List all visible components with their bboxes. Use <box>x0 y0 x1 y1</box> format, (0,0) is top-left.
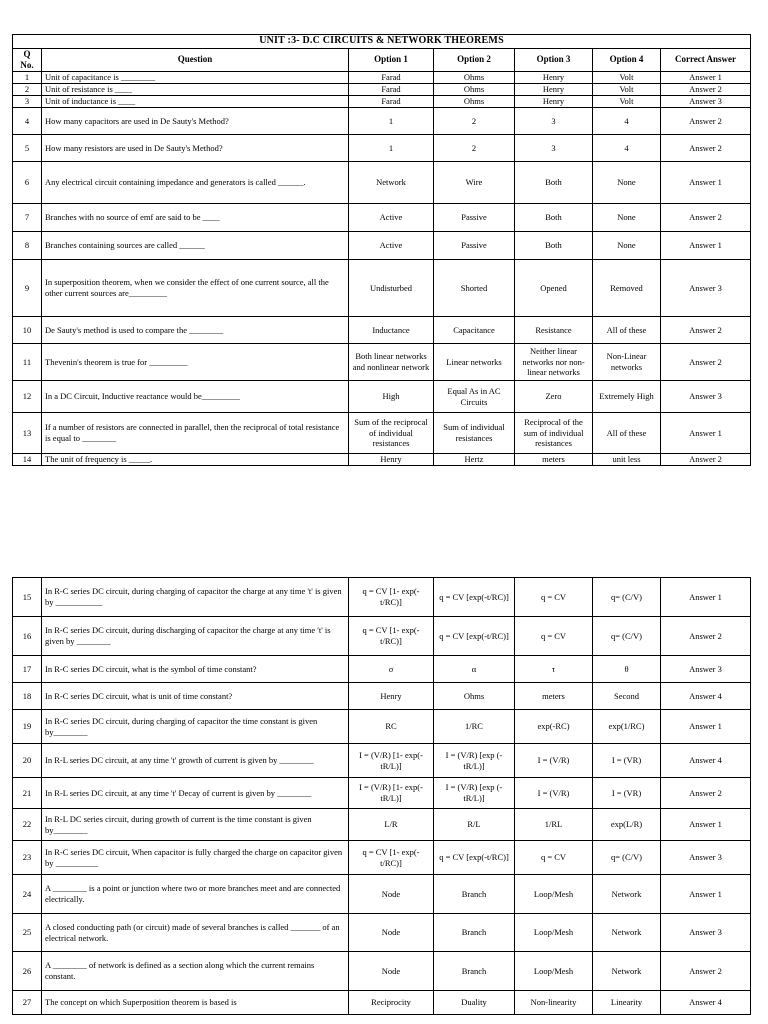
question-text: How many resistors are used in De Sauty's Method? <box>42 135 349 162</box>
question-number: 18 <box>13 683 42 710</box>
correct-answer-cell: Answer 2 <box>661 952 751 991</box>
table-row <box>13 84 751 96</box>
question-number: 3 <box>13 96 42 108</box>
question-number: 15 <box>13 578 42 617</box>
header-option2: Option 2 <box>434 48 515 72</box>
table-row <box>13 841 751 875</box>
question-text: If a number of resistors are connected in parallel, then the reciprocal of total resistance is equal to ________ <box>42 413 349 454</box>
table-row <box>13 260 751 317</box>
option-3-cell: 1/RL <box>515 809 593 841</box>
option-4-cell: exp(1/RC) <box>593 710 661 744</box>
option-1-cell: Farad <box>349 84 434 96</box>
option-2-cell: Ohms <box>434 96 515 108</box>
question-text: In R-L series DC circuit, at any time 't' growth of current is given by ________ <box>42 744 349 778</box>
header-correct-answer: Correct Answer <box>661 48 751 72</box>
option-1-cell: Inductance <box>349 317 434 344</box>
header-option4: Option 4 <box>593 48 661 72</box>
question-number: 7 <box>13 204 42 232</box>
question-number: 20 <box>13 744 42 778</box>
correct-answer-cell: Answer 3 <box>661 96 751 108</box>
correct-answer-cell: Answer 1 <box>661 710 751 744</box>
correct-answer-cell: Answer 4 <box>661 991 751 1015</box>
header-question: Question <box>42 48 349 72</box>
question-text: Unit of capacitance is ________ <box>42 72 349 84</box>
correct-answer-cell: Answer 1 <box>661 232 751 260</box>
correct-answer-cell: Answer 1 <box>661 875 751 914</box>
table-row <box>13 108 751 135</box>
question-text: In R-C series DC circuit, during charging of capacitor the time constant is given by________ <box>42 710 349 744</box>
correct-answer-cell: Answer 2 <box>661 778 751 809</box>
option-2-cell: Branch <box>434 914 515 952</box>
option-1-cell: Henry <box>349 683 434 710</box>
table-row <box>13 656 751 683</box>
correct-answer-cell: Answer 4 <box>661 744 751 778</box>
option-3-cell: τ <box>515 656 593 683</box>
option-1-cell: Active <box>349 204 434 232</box>
question-number: 6 <box>13 162 42 204</box>
correct-answer-cell: Answer 2 <box>661 454 751 466</box>
option-4-cell: All of these <box>593 317 661 344</box>
correct-answer-cell: Answer 2 <box>661 204 751 232</box>
option-4-cell: Network <box>593 875 661 914</box>
option-4-cell: None <box>593 204 661 232</box>
option-3-cell: Non-linearity <box>515 991 593 1015</box>
correct-answer-cell: Answer 3 <box>661 381 751 413</box>
question-text: Unit of resistance is ____ <box>42 84 349 96</box>
option-1-cell: Both linear networks and nonlinear network <box>349 344 434 381</box>
option-1-cell: Node <box>349 875 434 914</box>
option-4-cell: q= (C/V) <box>593 617 661 656</box>
option-2-cell: 1/RC <box>434 710 515 744</box>
option-1-cell: Node <box>349 952 434 991</box>
option-1-cell: 1 <box>349 108 434 135</box>
question-text: Any electrical circuit containing impedance and generators is called ______. <box>42 162 349 204</box>
question-number: 14 <box>13 454 42 466</box>
option-2-cell: Branch <box>434 952 515 991</box>
question-number: 13 <box>13 413 42 454</box>
option-2-cell: α <box>434 656 515 683</box>
table-row <box>13 710 751 744</box>
question-text: In R-C series DC circuit, When capacitor is fully charged the charge on capacitor given by __________ <box>42 841 349 875</box>
option-2-cell: Duality <box>434 991 515 1015</box>
option-3-cell: q = CV <box>515 617 593 656</box>
question-text: Unit of inductance is ____ <box>42 96 349 108</box>
option-4-cell: q= (C/V) <box>593 578 661 617</box>
option-2-cell: Sum of individual resistances <box>434 413 515 454</box>
correct-answer-cell: Answer 4 <box>661 683 751 710</box>
option-1-cell: I = (V/R) [1- exp(-tR/L)] <box>349 778 434 809</box>
table-row <box>13 778 751 809</box>
question-number: 24 <box>13 875 42 914</box>
question-number: 8 <box>13 232 42 260</box>
question-number: 12 <box>13 381 42 413</box>
table-row <box>13 344 751 381</box>
option-4-cell: Network <box>593 914 661 952</box>
table-row <box>13 578 751 617</box>
option-4-cell: I = (VR) <box>593 744 661 778</box>
option-3-cell: Reciprocal of the sum of individual resistances <box>515 413 593 454</box>
correct-answer-cell: Answer 3 <box>661 656 751 683</box>
option-3-cell: 3 <box>515 135 593 162</box>
correct-answer-cell: Answer 2 <box>661 344 751 381</box>
correct-answer-cell: Answer 2 <box>661 108 751 135</box>
option-4-cell: Non-Linear networks <box>593 344 661 381</box>
question-number: 9 <box>13 260 42 317</box>
option-2-cell: Capacitance <box>434 317 515 344</box>
correct-answer-cell: Answer 3 <box>661 841 751 875</box>
correct-answer-cell: Answer 2 <box>661 135 751 162</box>
question-text: The unit of frequency is _____. <box>42 454 349 466</box>
mcq-table-part1 <box>12 34 751 466</box>
option-4-cell: exp(L/R) <box>593 809 661 841</box>
option-1-cell: q = CV [1- exp(-t/RC)] <box>349 841 434 875</box>
option-4-cell: Volt <box>593 72 661 84</box>
table-row <box>13 232 751 260</box>
option-4-cell: Volt <box>593 84 661 96</box>
question-number: 23 <box>13 841 42 875</box>
option-3-cell: I = (V/R) <box>515 744 593 778</box>
option-3-cell: I = (V/R) <box>515 778 593 809</box>
option-1-cell: Farad <box>349 96 434 108</box>
table-row <box>13 317 751 344</box>
question-text: The concept on which Superposition theorem is based is <box>42 991 349 1015</box>
option-1-cell: Network <box>349 162 434 204</box>
option-4-cell: 4 <box>593 135 661 162</box>
question-text: In R-C series DC circuit, what is the symbol of time constant? <box>42 656 349 683</box>
option-1-cell: Node <box>349 914 434 952</box>
option-2-cell: q = CV [exp(-t/RC)] <box>434 841 515 875</box>
option-4-cell: Extremely High <box>593 381 661 413</box>
option-4-cell: Removed <box>593 260 661 317</box>
option-4-cell: Second <box>593 683 661 710</box>
option-2-cell: R/L <box>434 809 515 841</box>
option-3-cell: Loop/Mesh <box>515 875 593 914</box>
table-row <box>13 952 751 991</box>
correct-answer-cell: Answer 3 <box>661 260 751 317</box>
option-1-cell: 1 <box>349 135 434 162</box>
question-text: A ________ is a point or junction where two or more branches meet and are connected electrically. <box>42 875 349 914</box>
mcq-table-part2 <box>12 577 751 1015</box>
option-2-cell: Ohms <box>434 84 515 96</box>
table-row <box>13 875 751 914</box>
option-2-cell: Equal As in AC Circuits <box>434 381 515 413</box>
option-4-cell: q= (C/V) <box>593 841 661 875</box>
option-2-cell: Ohms <box>434 683 515 710</box>
question-number: 16 <box>13 617 42 656</box>
option-1-cell: Undisturbed <box>349 260 434 317</box>
option-3-cell: Henry <box>515 84 593 96</box>
question-text: In a DC Circuit, Inductive reactance would be_________ <box>42 381 349 413</box>
option-1-cell: RC <box>349 710 434 744</box>
option-4-cell: None <box>593 232 661 260</box>
option-2-cell: 2 <box>434 135 515 162</box>
option-1-cell: I = (V/R) [1- exp(-tR/L)] <box>349 744 434 778</box>
table-row <box>13 162 751 204</box>
table-body-part1 <box>13 72 751 466</box>
option-4-cell: unit less <box>593 454 661 466</box>
table-row <box>13 809 751 841</box>
option-3-cell: Both <box>515 162 593 204</box>
question-text: In R-L DC series circuit, during growth of current is the time constant is given by________ <box>42 809 349 841</box>
question-text: In R-C series DC circuit, during discharging of capacitor the charge at any time 't' is given by ________ <box>42 617 349 656</box>
option-3-cell: Both <box>515 232 593 260</box>
option-3-cell: Both <box>515 204 593 232</box>
question-text: In R-L series DC circuit, at any time 't' Decay of current is given by ________ <box>42 778 349 809</box>
option-1-cell: Reciprocity <box>349 991 434 1015</box>
option-4-cell: None <box>593 162 661 204</box>
option-2-cell: Shorted <box>434 260 515 317</box>
table-row <box>13 683 751 710</box>
option-1-cell: σ <box>349 656 434 683</box>
question-text: Thevenin's theorem is true for _________ <box>42 344 349 381</box>
question-number: 26 <box>13 952 42 991</box>
correct-answer-cell: Answer 1 <box>661 162 751 204</box>
question-number: 27 <box>13 991 42 1015</box>
correct-answer-cell: Answer 3 <box>661 914 751 952</box>
question-number: 19 <box>13 710 42 744</box>
option-2-cell: Wire <box>434 162 515 204</box>
question-text: A ________ of network is defined as a section along which the current remains constant. <box>42 952 349 991</box>
table-row <box>13 991 751 1015</box>
question-number: 25 <box>13 914 42 952</box>
option-1-cell: Sum of the reciprocal of individual resistances <box>349 413 434 454</box>
option-4-cell: Volt <box>593 96 661 108</box>
table-row <box>13 413 751 454</box>
question-number: 4 <box>13 108 42 135</box>
option-3-cell: Opened <box>515 260 593 317</box>
option-3-cell: Henry <box>515 72 593 84</box>
option-2-cell: Ohms <box>434 72 515 84</box>
option-3-cell: Loop/Mesh <box>515 914 593 952</box>
question-text: Branches containing sources are called ______ <box>42 232 349 260</box>
option-2-cell: q = CV [exp(-t/RC)] <box>434 617 515 656</box>
option-2-cell: q = CV [exp(-t/RC)] <box>434 578 515 617</box>
option-2-cell: Branch <box>434 875 515 914</box>
correct-answer-cell: Answer 1 <box>661 72 751 84</box>
option-1-cell: Henry <box>349 454 434 466</box>
correct-answer-cell: Answer 2 <box>661 84 751 96</box>
question-number: 21 <box>13 778 42 809</box>
option-3-cell: q = CV <box>515 578 593 617</box>
option-1-cell: Farad <box>349 72 434 84</box>
question-number: 17 <box>13 656 42 683</box>
question-text: A closed conducting path (or circuit) made of several branches is called _______ of an electrical network. <box>42 914 349 952</box>
table-row <box>13 744 751 778</box>
option-2-cell: 2 <box>434 108 515 135</box>
option-1-cell: High <box>349 381 434 413</box>
table-row <box>13 617 751 656</box>
option-3-cell: exp(-RC) <box>515 710 593 744</box>
option-2-cell: Passive <box>434 232 515 260</box>
header-qno: Q No. <box>13 48 42 72</box>
question-text: In superposition theorem, when we consider the effect of one current source, all the other current sources are_________ <box>42 260 349 317</box>
question-text: In R-C series DC circuit, what is unit of time constant? <box>42 683 349 710</box>
table-row <box>13 914 751 952</box>
option-4-cell: Linearity <box>593 991 661 1015</box>
option-3-cell: Henry <box>515 96 593 108</box>
question-number: 10 <box>13 317 42 344</box>
option-1-cell: q = CV [1- exp(-t/RC)] <box>349 617 434 656</box>
option-3-cell: Loop/Mesh <box>515 952 593 991</box>
table-row <box>13 135 751 162</box>
table-row <box>13 204 751 232</box>
table-body-part2 <box>13 578 751 1015</box>
option-1-cell: L/R <box>349 809 434 841</box>
table-row <box>13 454 751 466</box>
question-text: How many capacitors are used in De Sauty's Method? <box>42 108 349 135</box>
option-3-cell: Neither linear networks nor non-linear networks <box>515 344 593 381</box>
question-text: Branches with no source of emf are said to be ____ <box>42 204 349 232</box>
option-2-cell: Linear networks <box>434 344 515 381</box>
option-3-cell: Zero <box>515 381 593 413</box>
header-option3: Option 3 <box>515 48 593 72</box>
option-4-cell: θ <box>593 656 661 683</box>
option-1-cell: Active <box>349 232 434 260</box>
option-2-cell: I = (V/R) [exp (-tR/L)] <box>434 778 515 809</box>
option-3-cell: q = CV <box>515 841 593 875</box>
option-1-cell: q = CV [1- exp(-t/RC)] <box>349 578 434 617</box>
question-number: 2 <box>13 84 42 96</box>
header-option1: Option 1 <box>349 48 434 72</box>
option-2-cell: Hertz <box>434 454 515 466</box>
option-3-cell: meters <box>515 454 593 466</box>
option-3-cell: 3 <box>515 108 593 135</box>
option-4-cell: I = (VR) <box>593 778 661 809</box>
table-row <box>13 381 751 413</box>
table-row <box>13 72 751 84</box>
question-number: 11 <box>13 344 42 381</box>
option-3-cell: Resistance <box>515 317 593 344</box>
question-number: 22 <box>13 809 42 841</box>
header-row <box>13 48 751 72</box>
question-number: 5 <box>13 135 42 162</box>
table-row <box>13 96 751 108</box>
option-4-cell: Network <box>593 952 661 991</box>
correct-answer-cell: Answer 1 <box>661 809 751 841</box>
option-2-cell: I = (V/R) [exp (-tR/L)] <box>434 744 515 778</box>
option-4-cell: All of these <box>593 413 661 454</box>
correct-answer-cell: Answer 2 <box>661 617 751 656</box>
question-number: 1 <box>13 72 42 84</box>
option-3-cell: meters <box>515 683 593 710</box>
option-2-cell: Passive <box>434 204 515 232</box>
correct-answer-cell: Answer 2 <box>661 317 751 344</box>
correct-answer-cell: Answer 1 <box>661 413 751 454</box>
question-text: De Sauty's method is used to compare the ________ <box>42 317 349 344</box>
question-text: In R-C series DC circuit, during charging of capacitor the charge at any time 't' is given by ___________ <box>42 578 349 617</box>
table-title: UNIT :3- D.C CIRCUITS & NETWORK THEOREMS <box>13 35 751 49</box>
correct-answer-cell: Answer 1 <box>661 578 751 617</box>
option-4-cell: 4 <box>593 108 661 135</box>
